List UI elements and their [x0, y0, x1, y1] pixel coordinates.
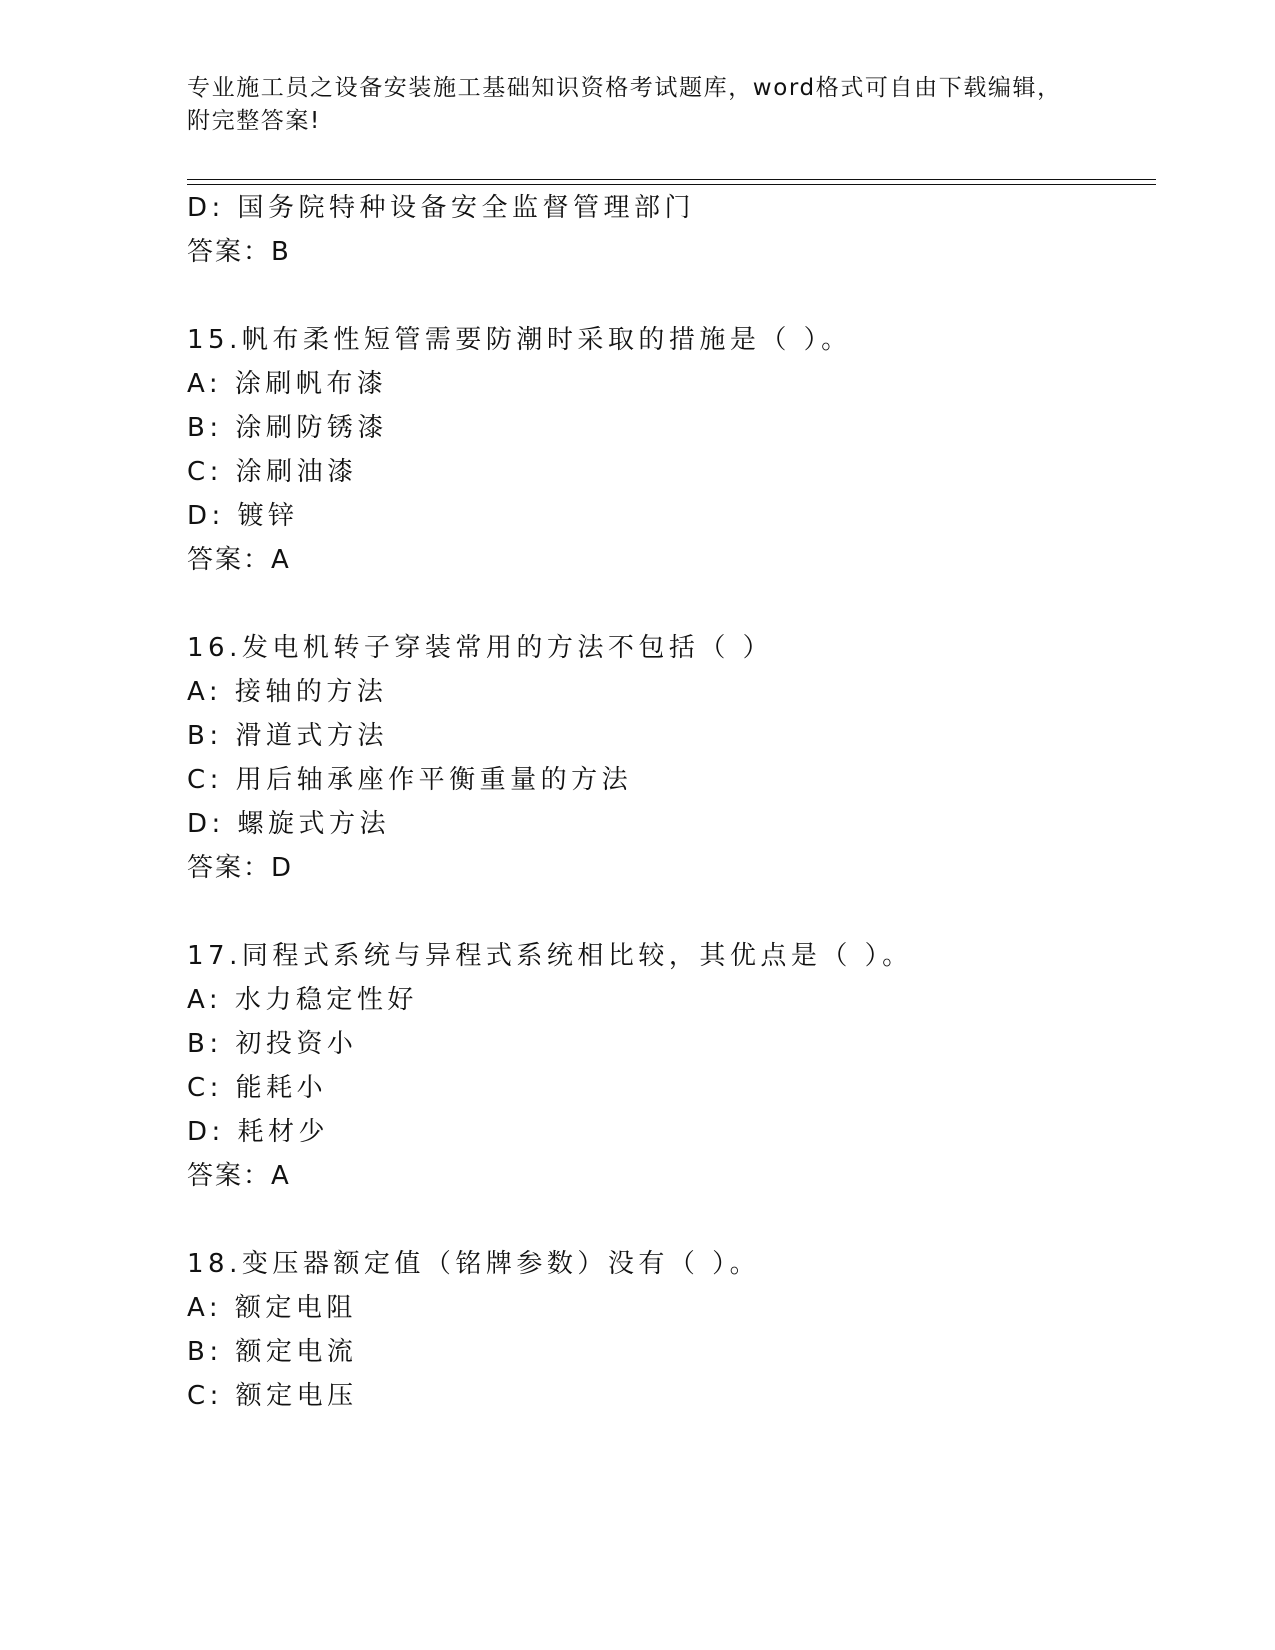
header-divider-top [187, 179, 1156, 180]
q14-answer: 答案：B [187, 237, 291, 267]
q18-option-b: B: 额定电流 [187, 1337, 358, 1367]
header-divider-bottom [187, 184, 1156, 185]
q18-option-c: C: 额定电压 [187, 1381, 358, 1411]
q18-question: 18.变压器额定值（铭牌参数）没有（ ）。 [187, 1249, 761, 1279]
q16-question: 16.发电机转子穿装常用的方法不包括（ ） [187, 633, 774, 663]
q18-option-a: A: 额定电阻 [187, 1293, 357, 1323]
q17-option-a: A: 水力稳定性好 [187, 985, 418, 1015]
q16-answer: 答案：D [187, 853, 294, 883]
q17-option-c: C: 能耗小 [187, 1073, 328, 1103]
q17-question: 17.同程式系统与异程式系统相比较，其优点是（ ）。 [187, 941, 913, 971]
q15-question: 15.帆布柔性短管需要防潮时采取的措施是（ ）。 [187, 325, 852, 355]
q15-option-a: A: 涂刷帆布漆 [187, 369, 388, 399]
q15-answer: 答案：A [187, 545, 291, 575]
q17-option-b: B: 初投资小 [187, 1029, 358, 1059]
q17-answer: 答案：A [187, 1161, 291, 1191]
header-line-2: 附完整答案! [187, 108, 321, 134]
q14-option-d: D: 国务院特种设备安全监督管理部门 [187, 193, 696, 223]
q16-option-d: D: 螺旋式方法 [187, 809, 391, 839]
q15-option-b: B: 涂刷防锈漆 [187, 413, 388, 443]
q16-option-b: B: 滑道式方法 [187, 721, 388, 751]
q17-option-d: D: 耗材少 [187, 1117, 330, 1147]
q15-option-d: D: 镀锌 [187, 501, 299, 531]
q16-option-c: C: 用后轴承座作平衡重量的方法 [187, 765, 633, 795]
q16-option-a: A: 接轴的方法 [187, 677, 388, 707]
q15-option-c: C: 涂刷油漆 [187, 457, 358, 487]
header-line-1: 专业施工员之设备安装施工基础知识资格考试题库，word格式可自由下载编辑， [187, 75, 1062, 101]
document-header [187, 72, 1067, 138]
